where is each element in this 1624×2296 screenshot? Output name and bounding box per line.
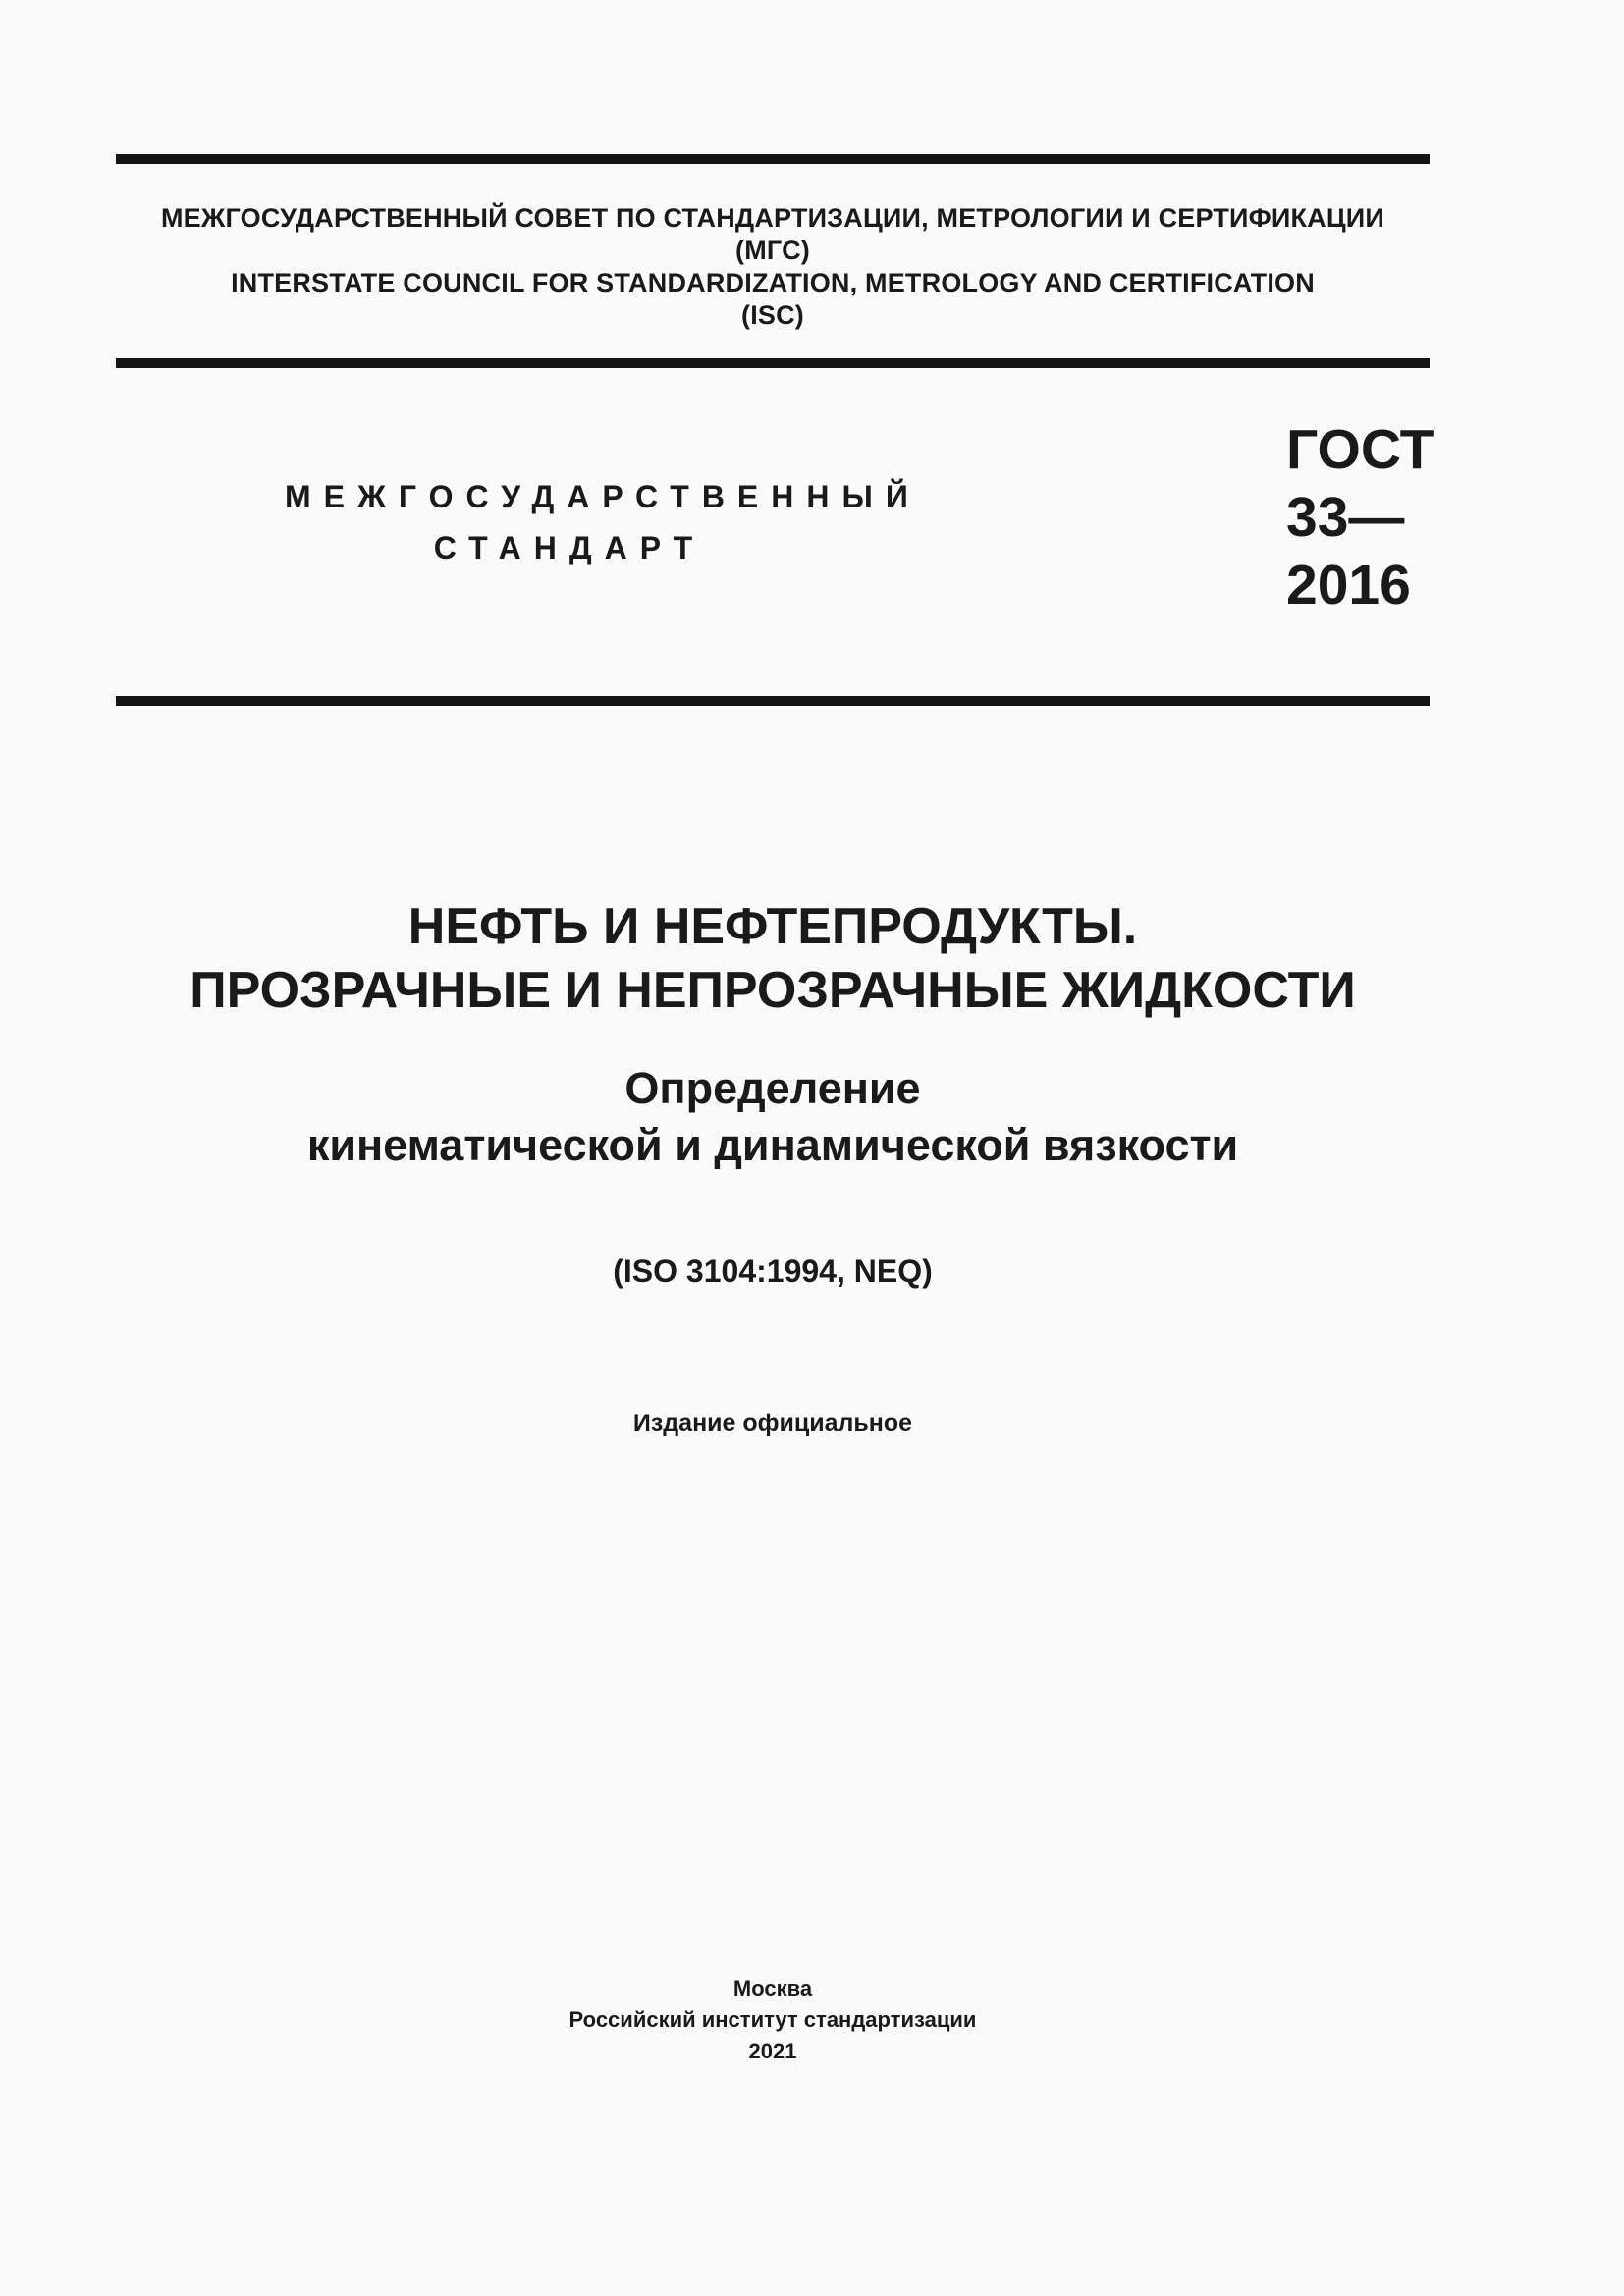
standard-kind-line1: МЕЖГОСУДАРСТВЕННЫЙ [285, 479, 921, 514]
edition-note: Издание официальное [632, 1410, 913, 1437]
standard-number-line2: 33— [1286, 486, 1405, 549]
council-abbr-ru: (МГС) [735, 236, 810, 265]
document-title [116, 895, 1430, 1023]
subtitle-line2: кинематической и динамической вязкости [306, 1120, 1239, 1170]
standard-kind [285, 471, 921, 573]
imprint-city: Москва [732, 1976, 813, 2001]
header-rule [116, 358, 1430, 368]
imprint-year: 2021 [748, 2039, 797, 2063]
top-rule [116, 154, 1430, 164]
imprint-publisher: Российский институт стандартизации [568, 2007, 977, 2032]
title-line2: ПРОЗРАЧНЫЕ И НЕПРОЗРАЧНЫЕ ЖИДКОСТИ [189, 962, 1356, 1019]
imprint [116, 1973, 1430, 2067]
standard-number-line1: ГОСТ [1286, 418, 1435, 481]
section-rule [116, 696, 1430, 706]
standard-number [1286, 416, 1434, 619]
standard-number-line3: 2016 [1286, 554, 1411, 616]
title-line1: НЕФТЬ И НЕФТЕПРОДУКТЫ. [407, 898, 1138, 955]
subtitle-line1: Определение [624, 1063, 921, 1113]
council-name-ru: МЕЖГОСУДАРСТВЕННЫЙ СОВЕТ ПО СТАНДАРТИЗАЦИИ, МЕТРОЛОГИИ И СЕРТИФИКАЦИИ [160, 203, 1385, 233]
council-name-en: INTERSTATE COUNCIL FOR STANDARDIZATION, METROLOGY AND CERTIFICATION [231, 268, 1315, 297]
council-header [116, 202, 1430, 332]
document-subtitle [116, 1060, 1430, 1174]
iso-reference: (ISO 3104:1994, NEQ) [613, 1254, 933, 1289]
council-abbr-en: (ISC) [741, 300, 804, 330]
standard-kind-line2: СТАНДАРТ [433, 530, 706, 565]
